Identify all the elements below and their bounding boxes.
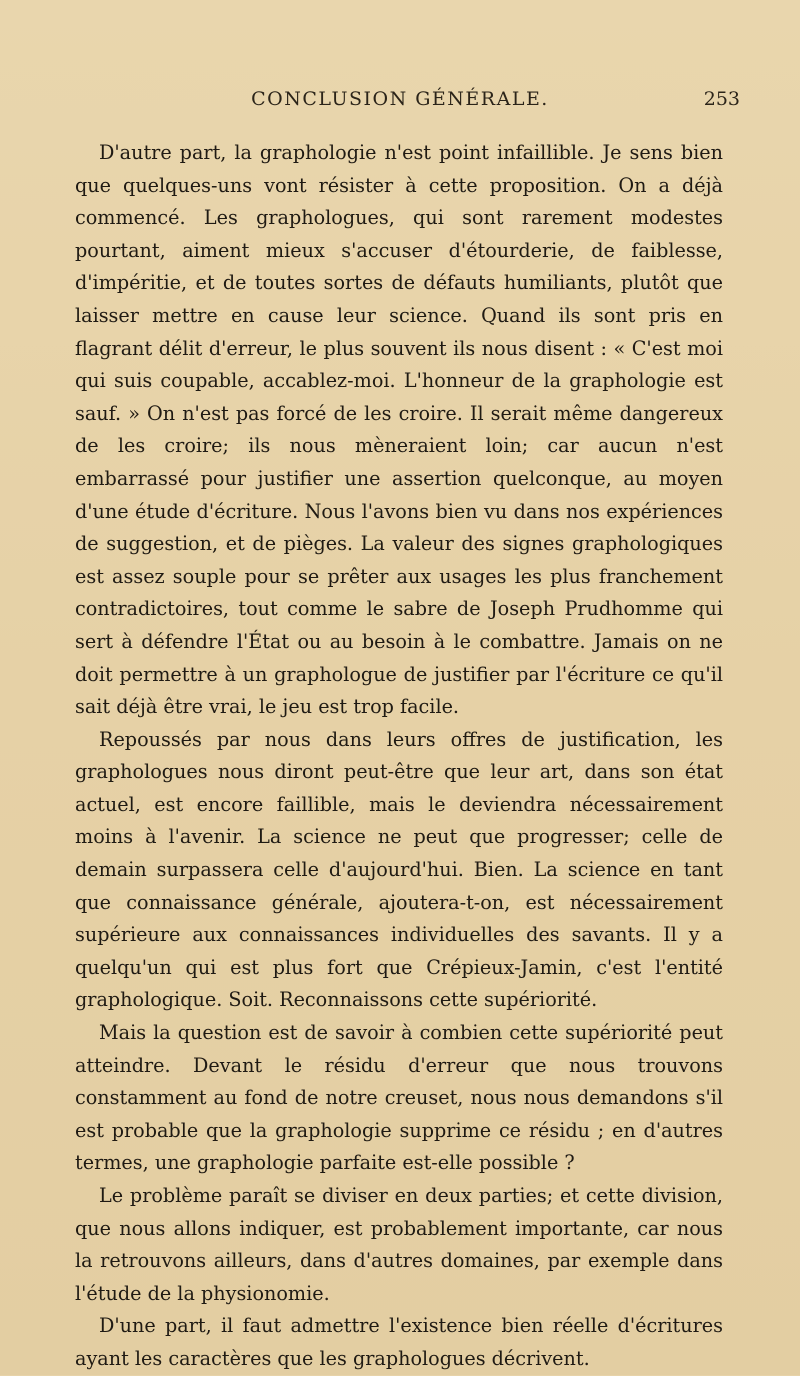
body-text [75,137,723,1376]
paragraph-5: D'une part, il faut admettre l'existence bien réelle d'écritures ayant les caractères que les graphologues décrivent. [75,1314,723,1370]
paragraph-4: Le problème paraît se diviser en deux parties; et cette division, que nous allons indiquer, est probablement importante, car nous la retrouvons ailleurs, dans d'autres domaines, par exemple dans l'étude de la physionomie. [75,1184,723,1305]
paragraph-2: Repoussés par nous dans leurs offres de justification, les graphologues nous diront peut-être que leur art, dans son état actuel, est encore faillible, mais le deviendra nécessairement moins à l'avenir. La science ne peut que progresser; celle de demain surpassera celle d'aujourd'hui. Bien. La science en tant que connaissance générale, ajoutera-t-on, est nécessairement supérieure aux connaissances individuelles des savants. Il y a quelqu'un qui est plus fort que Crépieux-Jamin, c'est l'entité graphologique. Soit. Reconnaissons cette supériorité. [75,727,723,1012]
running-title: CONCLUSION GÉNÉRALE. [251,88,549,110]
paragraph-3: Mais la question est de savoir à combien cette supériorité peut atteindre. Devant le résidu d'erreur que nous trouvons constamment au fond de notre creuset, nous nous demandons s'il est probable que la graphologie supprime ce résidu ; en d'autres termes, une graphologie parfaite est-elle possible ? [75,1021,723,1175]
paragraph-1: D'autre part, la graphologie n'est point infaillible. Je sens bien que quelques-uns vont résister à cette proposition. On a déjà commencé. Les graphologues, qui sont rarement modestes pourtant, aiment mieux s'accuser d'étourderie, de faiblesse, d'impéritie, et de toutes sortes de défauts humiliants, plutôt que laisser mettre en cause leur science. Quand ils sont pris en flagrant délit d'erreur, le plus souvent ils nous disent : « C'est moi qui suis coupable, accablez-moi. L'honneur de la graphologie est sauf. » On n'est pas forcé de les croire. Il serait même dangereux de les croire; ils nous mèneraient loin; car aucun n'est embarrassé pour justifier une assertion quelconque, au moyen d'une étude d'écriture. Nous l'avons bien vu dans nos expériences de suggestion, et de pièges. La valeur des signes graphologiques est assez souple pour se prêter aux usages les plus franchement contradictoires, tout comme le sabre de Joseph Prudhomme qui sert à défendre l'État ou au besoin à le combattre. Jamais on ne doit permettre à un graphologue de justifier par l'écriture ce qu'il sait déjà être vrai, le jeu est trop facile. [75,141,723,719]
page-number: 253 [703,88,740,110]
running-head [0,88,800,118]
